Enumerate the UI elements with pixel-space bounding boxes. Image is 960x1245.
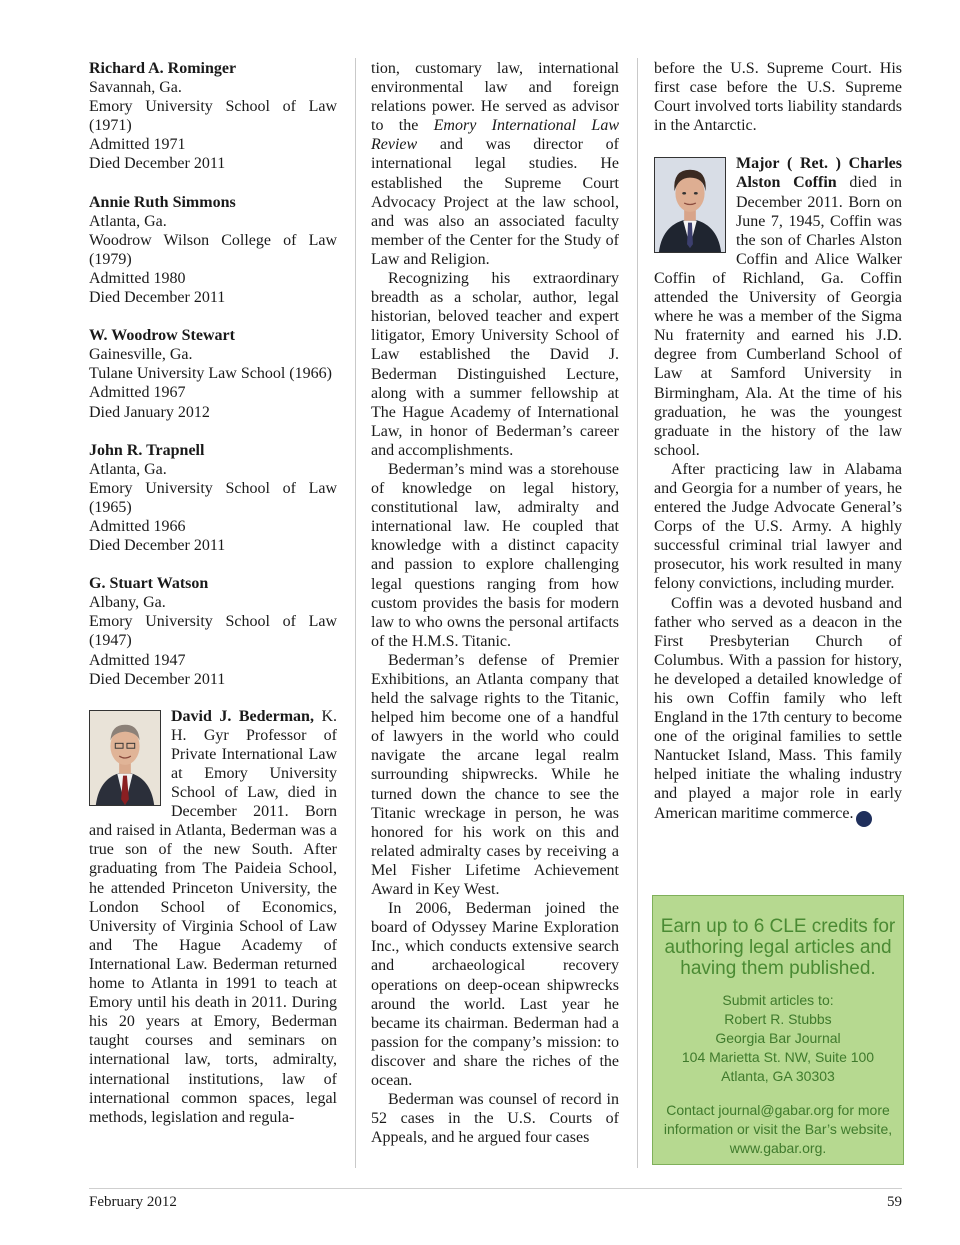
obituary-admitted: Admitted 1947: [89, 651, 186, 669]
bederman-portrait: [89, 710, 161, 806]
coffin-paragraph: After practicing law in Alabama and Georgia for a number of years, he entered the Judge Advocate General’s Corps of the U.S. Army. A highly successful criminal trial lawyer and prosecutor, his work resulted in many felony convictions, including murder.: [654, 460, 902, 593]
gbj-end-mark-icon: GBJ: [856, 811, 872, 827]
obituary-admitted: Admitted 1971: [89, 136, 186, 154]
obituary-died: Died December 2011: [89, 155, 226, 173]
obituary-admitted: Admitted 1980: [89, 269, 186, 287]
obituary-entry: [89, 441, 337, 556]
obituary-entry: [89, 59, 337, 174]
coffin-intro: Major ( Ret. ) Charles Alston Coffin died in December 2011. Born on June 7, 1945, Coffin was the son of Charles Alston Coffin and Alice Walker Coffin of Richland, Ga. Coffin attended the University of Georgia where he was a member of the Sigma Nu fraternity and earned his J.D. degree from Cumberland School of Law at Samford University in Birmingham, Ala. At the time of his graduation, he was the youngest graduate in the history of the law school.: [654, 155, 902, 459]
coffin-name: Major ( Ret. ) Charles Alston Coffin: [736, 155, 902, 192]
review-title: Emory International Law Review: [371, 117, 619, 154]
obituary-died: Died December 2011: [89, 670, 226, 688]
obituary-school: Emory University School of Law (1965): [89, 479, 337, 516]
bederman-paragraph: Bederman’s defense of Premier Exhibitions, an Atlanta company that held the salvage rights to the Titanic, helped him become one of a handful of lawyers in the world who could navigate the arcane legal realm surrounding shipwrecks. While he turned down the chance to see the Titanic wreckage in person, he was honored for his work on this and related admiralty cases by receiving a Mel Fisher Lifetime Achievement Award in Key West.: [371, 651, 619, 899]
coffin-paragraph: Coffin was a devoted husband and father who served as a deacon in the First Presbyterian Church of Columbus. With a passion for history, he developed a detailed knowledge of his own Coffin family who left England in the 17th century to become one of the original families to settle Nantucket Island, Mass. This family helped initiate the whaling industry and played a major role in early American maritime commerce. GBJ: [654, 594, 902, 827]
obituary-city: Atlanta, Ga.: [89, 460, 167, 478]
obituary-name: W. Woodrow Stewart: [89, 327, 235, 345]
cle-credits-box: [652, 895, 904, 1165]
bederman-paragraph: before the U.S. Supreme Court. His first case before the U.S. Supreme Court involved torts liability standards in the Antarctic.: [654, 60, 902, 135]
cle-headline: Earn up to 6 CLE credits for authoring legal articles and having them published.: [660, 916, 896, 979]
column-divider: [355, 58, 356, 1168]
middle-column: [371, 59, 619, 1147]
bederman-paragraph: tion, customary law, international environmental law and foreign relations power. He served as advisor to the Emory International Law Review and was director of international legal studies. He established the Supreme Court Advocacy Project at the law school, and was also an associated faculty member of the Center for the Study of Law and Religion.: [371, 60, 619, 268]
obituary-entry: [89, 193, 337, 308]
obituary-entry: [89, 574, 337, 689]
publication-name: Georgia Bar Journal: [715, 1030, 841, 1046]
submit-label: Submit articles to:: [722, 992, 834, 1008]
obituary-school: Woodrow Wilson College of Law (1979): [89, 231, 337, 268]
obituary-name: Annie Ruth Simmons: [89, 193, 236, 211]
obituary-city: Savannah, Ga.: [89, 79, 182, 97]
obituary-school: Emory University School of Law (1947): [89, 613, 337, 650]
coffin-obituary: [654, 154, 902, 826]
obituary-name: John R. Trapnell: [89, 441, 205, 459]
obituary-school: Tulane University Law School (1966): [89, 365, 332, 383]
obituary-admitted: Admitted 1967: [89, 384, 186, 402]
obituary-died: Died December 2011: [89, 289, 226, 307]
bederman-paragraph: Bederman’s mind was a storehouse of knowledge on legal history, constitutional law, admiralty and international law. He coupled that knowledge with a distinct capacity and passion to explore challenging legal questions ranging from how custom provides the basis for modern law to who owns the personal artifacts of the H.M.S. Titanic.: [371, 460, 619, 650]
recipient-name: Robert R. Stubbs: [724, 1011, 832, 1027]
bederman-paragraph: Bederman was counsel of record in 52 cases in the U.S. Courts of Appeals, and he argued four cases: [371, 1091, 619, 1147]
coffin-portrait: [654, 157, 726, 253]
cle-submission-address: [659, 991, 897, 1086]
column-divider: [637, 58, 638, 1168]
bederman-obituary: [89, 707, 337, 1127]
bederman-paragraph: In 2006, Bederman joined the board of Odyssey Marine Exploration Inc., which conducts extensive search and archaeological recovery operations on deep-ocean shipwrecks around the world. Last year he became its chairman. Bederman had a passion for the company’s mission: to discover and share the riches of the ocean.: [371, 900, 619, 1089]
obituary-name: G. Stuart Watson: [89, 575, 209, 593]
right-column: [654, 59, 902, 827]
bederman-intro: David J. Bederman, K. H. Gyr Professor of Private International Law at Emory University School of Law, died in December 2011. Born and raised in Atlanta, Bederman was a true son of the new South. After graduating from The Paideia School, he attended Princeton University, the London School of Economics, University of Virginia School of Law and The Hague Academy of International Law. Bederman returned home to Atlanta in 1991 to teach at Emory until his death in 2011. During his 20 years at Emory, Bederman taught courses and seminars on international law, torts, admiralty, international institutions, law of international common spaces, legal methods, legislation and regula-: [89, 707, 338, 1126]
obituary-name: Richard A. Rominger: [89, 60, 237, 77]
obituary-died: Died January 2012: [89, 403, 210, 421]
obituary-entry: [89, 326, 337, 421]
obituary-city: Atlanta, Ga.: [89, 212, 167, 230]
footer-divider: [89, 1188, 902, 1189]
obituary-admitted: Admitted 1966: [89, 517, 186, 535]
issue-date: February 2012: [89, 1194, 177, 1210]
obituary-city: Albany, Ga.: [89, 594, 166, 612]
obituary-city: Gainesville, Ga.: [89, 346, 193, 364]
cle-contact-info: Contact journal@gabar.org for more information or visit the Bar’s website, www.gabar.org.: [663, 1102, 893, 1156]
bederman-name: David J. Bederman,: [171, 707, 314, 725]
left-column: [89, 59, 337, 1127]
obituary-school: Emory University School of Law (1971): [89, 98, 337, 135]
street-address: 104 Marietta St. NW, Suite 100: [681, 1049, 875, 1065]
bederman-paragraph: Recognizing his extraordinary breadth as a scholar, author, legal historian, beloved teacher and expert litigator, Emory University School of Law established the David J. Bederman Distinguished Lecture, along with a summer fellowship at The Hague Academy of International Law, in honor of Bederman’s career and accomplishments.: [371, 270, 619, 459]
obituary-died: Died December 2011: [89, 537, 226, 555]
page-number: 59: [887, 1194, 902, 1210]
city-address: Atlanta, GA 30303: [721, 1068, 835, 1084]
